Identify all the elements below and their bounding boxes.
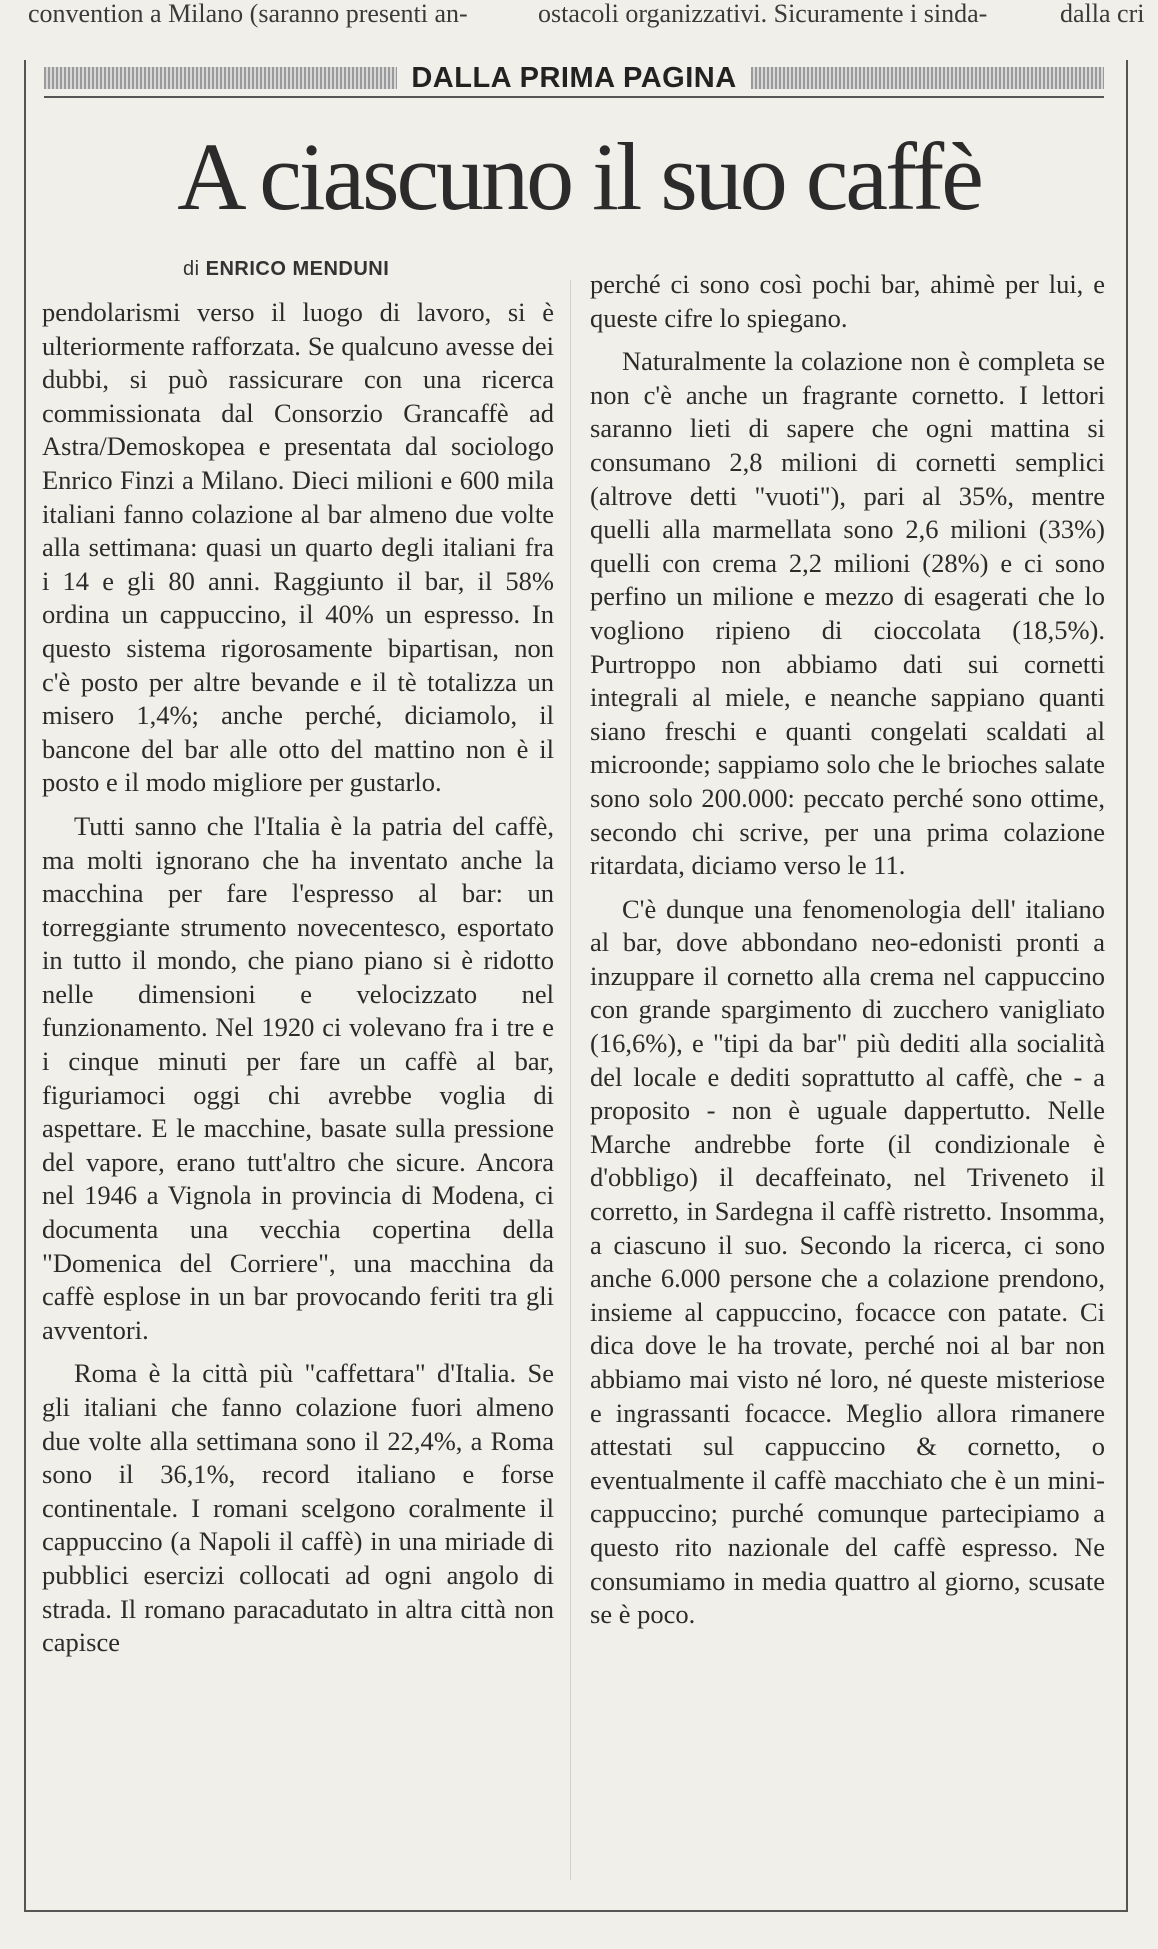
article-column-right xyxy=(590,268,1105,1632)
paragraph: perché ci sono così pochi bar, ahimè per lui, e queste cifre lo spiegano. xyxy=(590,269,1105,333)
article-headline: A ciascuno il suo caffè xyxy=(177,123,981,230)
byline xyxy=(183,258,389,281)
article-column-left xyxy=(42,296,554,1660)
column-gutter xyxy=(570,280,571,1880)
previous-article-strip xyxy=(0,0,1158,36)
section-title: DALLA PRIMA PAGINA xyxy=(411,61,737,94)
paragraph: pendolarismi verso il luogo di lavoro, si è ulteriormente rafforzata. Se qualcuno avesse dei dubbi, si può rassicurare con una ricerca commissionata dal Consorzio Grancaffè ad Astra/Demoskopea e presentata dal sociologo Enrico Finzi a Milano. Dieci milioni e 600 mila italiani fanno colazione al bar almeno due volte alla settimana: quasi un quarto degli italiani fra i 14 e gli 80 anni. Raggiunto il bar, il 58% ordina un cappuccino, il 40% un espresso. In questo sistema rigorosamente bipartisan, non c'è posto per altre bevande e il tè totalizza un misero 1,4%; anche perché, diciamolo, il bancone del bar alle otto del mattino non è il posto e il modo migliore per gustarlo. xyxy=(42,297,554,798)
paragraph: Naturalmente la colazione non è completa se non c'è anche un fragrante cornetto. I lettori saranno lieti di sapere che ogni mattina si consumano 2,8 milioni di cornetti semplici (altrove detti "vuoti"), pari al 35%, mentre quelli alla marmellata sono 2,6 milioni (33%) quelli con crema 2,2 milioni (28%) e ci sono perfino un milione e mezzo di esagerati che lo vogliono ripieno di cioccolata (18,5%). Purtroppo non abbiamo dati sui cornetti integrali al miele, e neanche sappiano quanti siano freschi e quanti congelati scaldati al microonde; sappiamo solo che le brioches salate sono solo 200.000: peccato perché sono ottime, secondo chi scrive, per una prima colazione ritardata, diciamo verso le 11. xyxy=(590,346,1105,881)
hatch-bar-left xyxy=(44,67,397,89)
previous-article-text: convention a Milano (saranno presenti an- xyxy=(28,0,468,28)
previous-article-text: ostacoli organizzativi. Sicuramente i sinda- xyxy=(538,0,988,28)
paragraph: C'è dunque una fenomenologia dell' italiano al bar, dove abbondano neo-edonisti pronti a inzuppare il cornetto alla crema nel cappuccino con grande spargimento di zucchero vanigliato (16,6%), e "tipi da bar" più dediti alla socialità del locale e dediti soprattutto al caffè, che - a proposito - non è uguale dappertutto. Nelle Marche andrebbe forte (il condizionale è d'obbligo) il decaffeinato, nel Triveneto il corretto, in Sardegna il caffè ristretto. Insomma, a ciascuno il suo. Secondo la ricerca, ci sono anche 6.000 persone che a colazione prendono, insieme al cappuccino, focacce con patate. Ci dica dove le ha trovate, perché noi al bar non abbiamo mai visto né loro, né queste misteriose e ingrassanti focacce. Meglio allora rimanere attestati sul cappuccino & cornetto, o eventualmente il caffè macchiato che è un mini-cappuccino; purché comunque partecipiamo a questo rito nazionale del caffè espresso. Ne consumiamo in media quattro al giorno, scusate se è poco. xyxy=(590,893,1105,1630)
byline-author: ENRICO MENDUNI xyxy=(205,258,390,280)
paragraph: Roma è la città più "caffettara" d'Italia. Se gli italiani che fanno colazione fuori almeno due volte alla settimana sono il 22,4%, a Roma sono il 36,1%, record italiano e forse continentale. I romani scelgono coralmente il cappuccino (a Napoli il caffè) in una miriade di pubblici esercizi collocati ad ogni angolo di strada. Il romano paracadutato in altra città non capisce xyxy=(42,1358,554,1658)
section-header xyxy=(44,62,1104,94)
header-rule xyxy=(44,96,1104,98)
byline-prefix: di xyxy=(183,258,200,280)
paragraph: Tutti sanno che l'Italia è la patria del caffè, ma molti ignorano che ha inventato anche la macchina per fare l'espresso al bar: un torreggiante strumento novecentesco, esportato in tutto il mondo, che piano piano si è ridotto nelle dimensioni e velocizzato nel funzionamento. Nel 1920 ci volevano fra i tre e i cinque minuti per fare un caffè al bar, figuriamoci oggi chi avrebbe voglia di aspettare. E le macchine, basate sulla pressione del vapore, erano tutt'altro che sicure. Ancora nel 1946 a Vignola in provincia di Modena, ci documenta una vecchia copertina della "Domenica del Corriere", una macchina da caffè esplose in un bar provocando feriti tra gli avventori. xyxy=(42,810,554,1345)
previous-article-text: dalla cri xyxy=(1060,0,1145,28)
hatch-bar-right xyxy=(751,67,1104,89)
